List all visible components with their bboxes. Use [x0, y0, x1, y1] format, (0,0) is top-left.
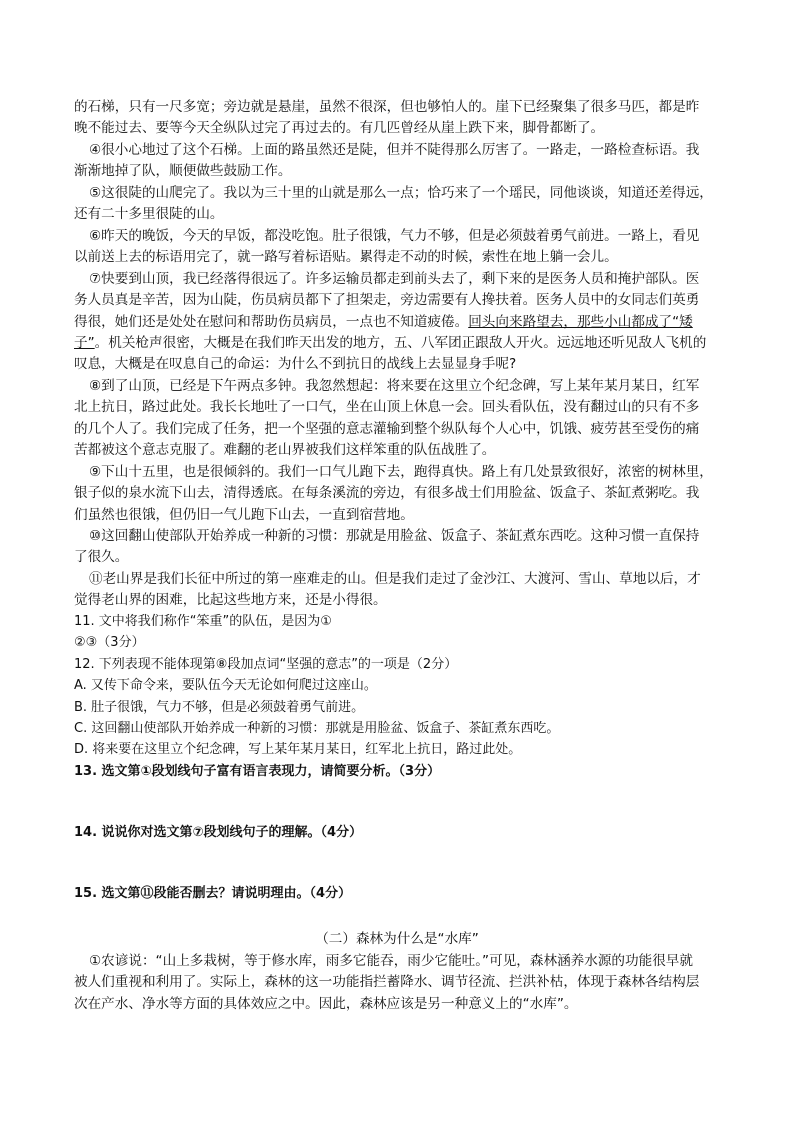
paragraph-10: ⑩这回翻山使部队开始养成一种新的习惯：那就是用脸盆、饭盒子、茶缸煮东西吃。这种习惯一直保持	[89, 528, 700, 544]
paragraph-7: ⑦快要到山顶，我已经落得很远了。许多运输员都走到前头去了，剩下来的是医务人员和掩护部队。医	[89, 271, 700, 287]
paragraph-1: ①农谚说：“山上多栽树，等于修水库，雨多它能吞，雨少它能吐。”可见，森林涵养水源的功能很早就	[89, 953, 693, 969]
paragraph-line: 叹息，大概是在叹息自己的命运：为什么不到抗日的战线上去显显身手呢?	[74, 356, 517, 372]
question-14: 14. 说说你对选文第⑦段划线句子的理解。（4分）	[74, 825, 363, 840]
question-12: 12. 下列表现不能体现第⑧段加点词“坚强的意志”的一项是（2分）	[74, 657, 458, 672]
text-segment: 得很，她们还是处处在慰问和帮助伤员病员，一点也不知道疲倦。	[74, 314, 469, 330]
paragraph-line: 渐渐地掉了队，顺便做些鼓励工作。	[74, 163, 292, 179]
paragraph-line: 被人们重视和利用了。实际上，森林的这一功能指拦蓄降水、调节径流、拦洪补枯，体现于森林各结构层	[74, 974, 700, 990]
question-11: 11. 文中将我们称作“笨重”的队伍，是因为①	[74, 614, 332, 629]
paragraph-line: 晚不能过去、要等今天全纵队过完了再过去的。有几匹曾经从崖上跌下来，脚骨都断了。	[74, 120, 605, 136]
text-segment: 。机关枪声很密，大概是在我们昨天出发的地方，五、八军团正跟敌人开火。远远地还听见敌人飞机的	[94, 335, 707, 351]
paragraph-6: ⑥昨天的晚饭，今天的早饭，都没吃饱。肚子很饿，气力不够，但是必须鼓着勇气前进。一路上，看见	[89, 228, 700, 244]
underlined-sentence: 回头向来路望去，那些小山都成了“矮	[468, 314, 693, 330]
paragraph-line: 次在产水、净水等方面的具体效应之中。因此，森林应该是另一种意义上的“水库”。	[74, 996, 578, 1012]
question-11-blanks: ②③（3分）	[74, 635, 145, 650]
section-title: （二）森林为什么是“水库”	[315, 931, 479, 947]
paragraph-11: ⑪老山界是我们长征中所过的第一座难走的山。但是我们走过了金沙江、大渡河、雪山、草地以后，才	[89, 571, 701, 587]
underlined-sentence: 子”	[74, 335, 95, 351]
paragraph-4: ④很小心地过了这个石梯。上面的路虽然还是陡，但并不陡得那么厉害了。一路走，一路检查标语。我	[89, 142, 700, 158]
option-c: C. 这回翻山使部队开始养成一种新的习惯：那就是用脸盆、饭盒子、茶缸煮东西吃。	[74, 721, 560, 736]
paragraph-line: 们虽然也很饿，但仍旧一气儿跑下山去，一直到宿营地。	[74, 507, 414, 523]
paragraph-line: 还有二十多里很陡的山。	[74, 206, 224, 222]
paragraph-line: 以前送上去的标语用完了，就一路写着标语贴。累得走不动的时候，索性在地上躺一会儿。	[74, 249, 618, 265]
paragraph-line	[74, 333, 724, 354]
paragraph-line: 北上抗日，路过此处。我长长地吐了一口气，坐在山顶上休息一会。回头看队伍，没有翻过山的只有不多	[74, 399, 700, 415]
paragraph-line: 了很久。	[74, 549, 129, 565]
paragraph-line	[74, 312, 724, 333]
question-15: 15. 选文第⑪段能否删去？请说明理由。（4分）	[74, 886, 352, 901]
option-d: D. 将来要在这里立个纪念碑，写上某年某月某日，红军北上抗日，路过此处。	[74, 742, 522, 757]
paragraph-5: ⑤这很陡的山爬完了。我以为三十里的山就是那么一点；恰巧来了一个瑶民，同他谈谈，知道还差得远，	[89, 185, 713, 201]
paragraph-8: ⑧到了山顶，已经是下午两点多钟。我忽然想起：将来要在这里立个纪念碑，写上某年某月某日，红军	[89, 378, 700, 394]
paragraph-line: 的几个人了。我们完成了任务，把一个坚强的意志灌输到整个纵队每个人心中，饥饿、疲劳甚至受伤的痛	[74, 421, 700, 437]
option-a: A. 又传下命令来，要队伍今天无论如何爬过这座山。	[74, 678, 377, 693]
paragraph-9: ⑨下山十五里，也是很倾斜的。我们一口气儿跑下去，跑得真快。路上有几处景致很好，浓密的树林里，	[89, 464, 713, 480]
paragraph-line: 务人员真是辛苦，因为山陡，伤员病员都下了担架走，旁边需要有人搀扶着。医务人员中的女同志们英勇	[74, 292, 700, 308]
question-13: 13. 选文第①段划线句子富有语言表现力，请简要分析。（3分）	[74, 764, 441, 779]
paragraph-line: 觉得老山界的困难，比起这些地方来，还是小得很。	[74, 592, 387, 608]
paragraph-line: 银子似的泉水流下山去，清得透底。在每条溪流的旁边，有很多战士们用脸盆、饭盒子、茶缸煮粥吃。我	[74, 485, 700, 501]
option-b: B. 肚子很饿，气力不够，但是必须鼓着勇气前进。	[74, 700, 365, 715]
paragraph-line: 苦都被这个意志克服了。难翻的老山界被我们这样笨重的队伍战胜了。	[74, 442, 496, 458]
paragraph-line: 的石梯，只有一尺多宽；旁边就是悬崖，虽然不很深，但也够怕人的。崖下已经聚集了很多马匹，都是昨	[74, 99, 700, 115]
